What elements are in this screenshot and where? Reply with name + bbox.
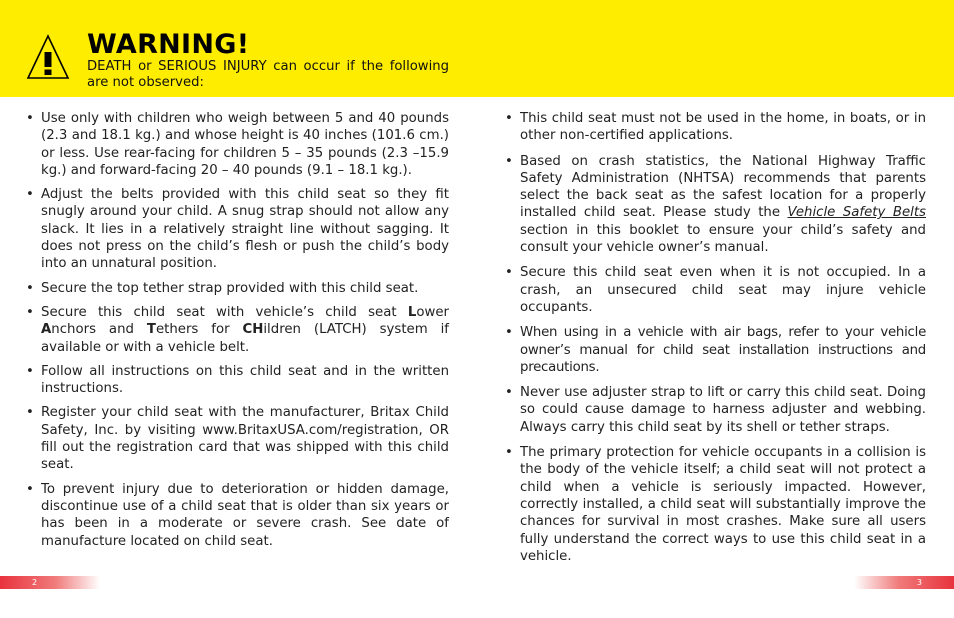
warning-title: WARNING! <box>87 29 250 60</box>
list-item: • Use only with children who weigh between 5 and 40 pounds (2.3 and 18.1 kg.) and whose height is 40 inches (101.6 cm.) or less. Use rear-facing for children 5 – 35 pounds (2.3 –15.9 kg.) and forward-facing 20 – 40 pounds (9.1 – 18.1 kg.). <box>26 110 449 179</box>
list-item <box>26 304 449 356</box>
item-text: ildren (LATCH) system if available or with a vehicle belt. <box>41 322 449 355</box>
list-item: • This child seat must not be used in the home, in boats, or in other non-certified applications. <box>505 110 926 145</box>
item-text: section in this booklet to ensure your child’s safety and consult your vehicle owner’s manual. <box>520 222 926 256</box>
item-text: nchors and <box>51 322 147 338</box>
list-item: • Secure this child seat even when it is not occupied. In a crash, an unsecured child seat may injure vehicle occupants. <box>505 264 926 316</box>
item-text: ethers for <box>155 322 243 338</box>
right-column <box>505 110 926 573</box>
list-item: • Follow all instructions on this child seat and in the written instructions. <box>26 363 449 398</box>
item-text: Secure this child seat with vehicle’s child seat <box>41 304 408 320</box>
item-text: ower <box>416 304 449 320</box>
warning-triangle-icon <box>26 34 70 80</box>
latch-letter: T <box>146 322 156 338</box>
list-item: • To prevent injury due to deterioration or hidden damage, discontinue use of a child seat that is older than six years or has been in a moderate or severe crash. See date of manufacture located on child seat. <box>26 481 449 550</box>
footer-left-tab <box>0 576 100 589</box>
latch-letter: L <box>407 304 417 320</box>
section-reference-link[interactable]: Vehicle Safety Belts <box>787 205 926 221</box>
page-number-left: 2 <box>32 578 38 587</box>
latch-letter: A <box>41 322 52 338</box>
footer-right-tab <box>854 576 954 589</box>
left-column <box>26 110 449 557</box>
list-item: • The primary protection for vehicle occupants in a collision is the body of the vehicle itself; a child seat will not protect a child when a vehicle is seriously impacted. However, correctly installed, a child seat will substantially improve the chances for survival in most crashes. Make sure all users fully understand the correct ways to use this child seat in a vehicle. <box>505 444 926 565</box>
item-text: Based on crash statistics, the National Highway Traffic Safety Administration (NHTSA) recommends that parents select the back seat as the safest location for a properly installed child seat. Please study the <box>520 153 926 221</box>
list-item: • When using in a vehicle with air bags, refer to your vehicle owner’s manual for child seat installation instructions and precautions. <box>505 324 926 376</box>
list-item: • Register your child seat with the manufacturer, Britax Child Safety, Inc. by visiting www.BritaxUSA.com/registration, OR fill out the registration card that was shipped with this child seat. <box>26 404 449 473</box>
list-item: • Adjust the belts provided with this child seat so they fit snugly around your child. A snug strap should not allow any slack. It lies in a relatively straight line without sagging. It does not press on the child’s flesh or push the child’s body into an unnatural position. <box>26 186 449 272</box>
warning-banner <box>0 0 954 97</box>
list-item: • Secure the top tether strap provided with this child seat. <box>26 280 449 297</box>
list-item: • Never use adjuster strap to lift or carry this child seat. Doing so could cause damage to harness adjuster and webbing. Always carry this child seat by its shell or tether straps. <box>505 384 926 436</box>
page-number-right: 3 <box>916 578 922 587</box>
list-item <box>505 153 926 257</box>
warning-text: DEATH or SERIOUS INJURY can occur if the following are not observed: <box>87 59 449 90</box>
latch-letter: CH <box>242 322 264 338</box>
